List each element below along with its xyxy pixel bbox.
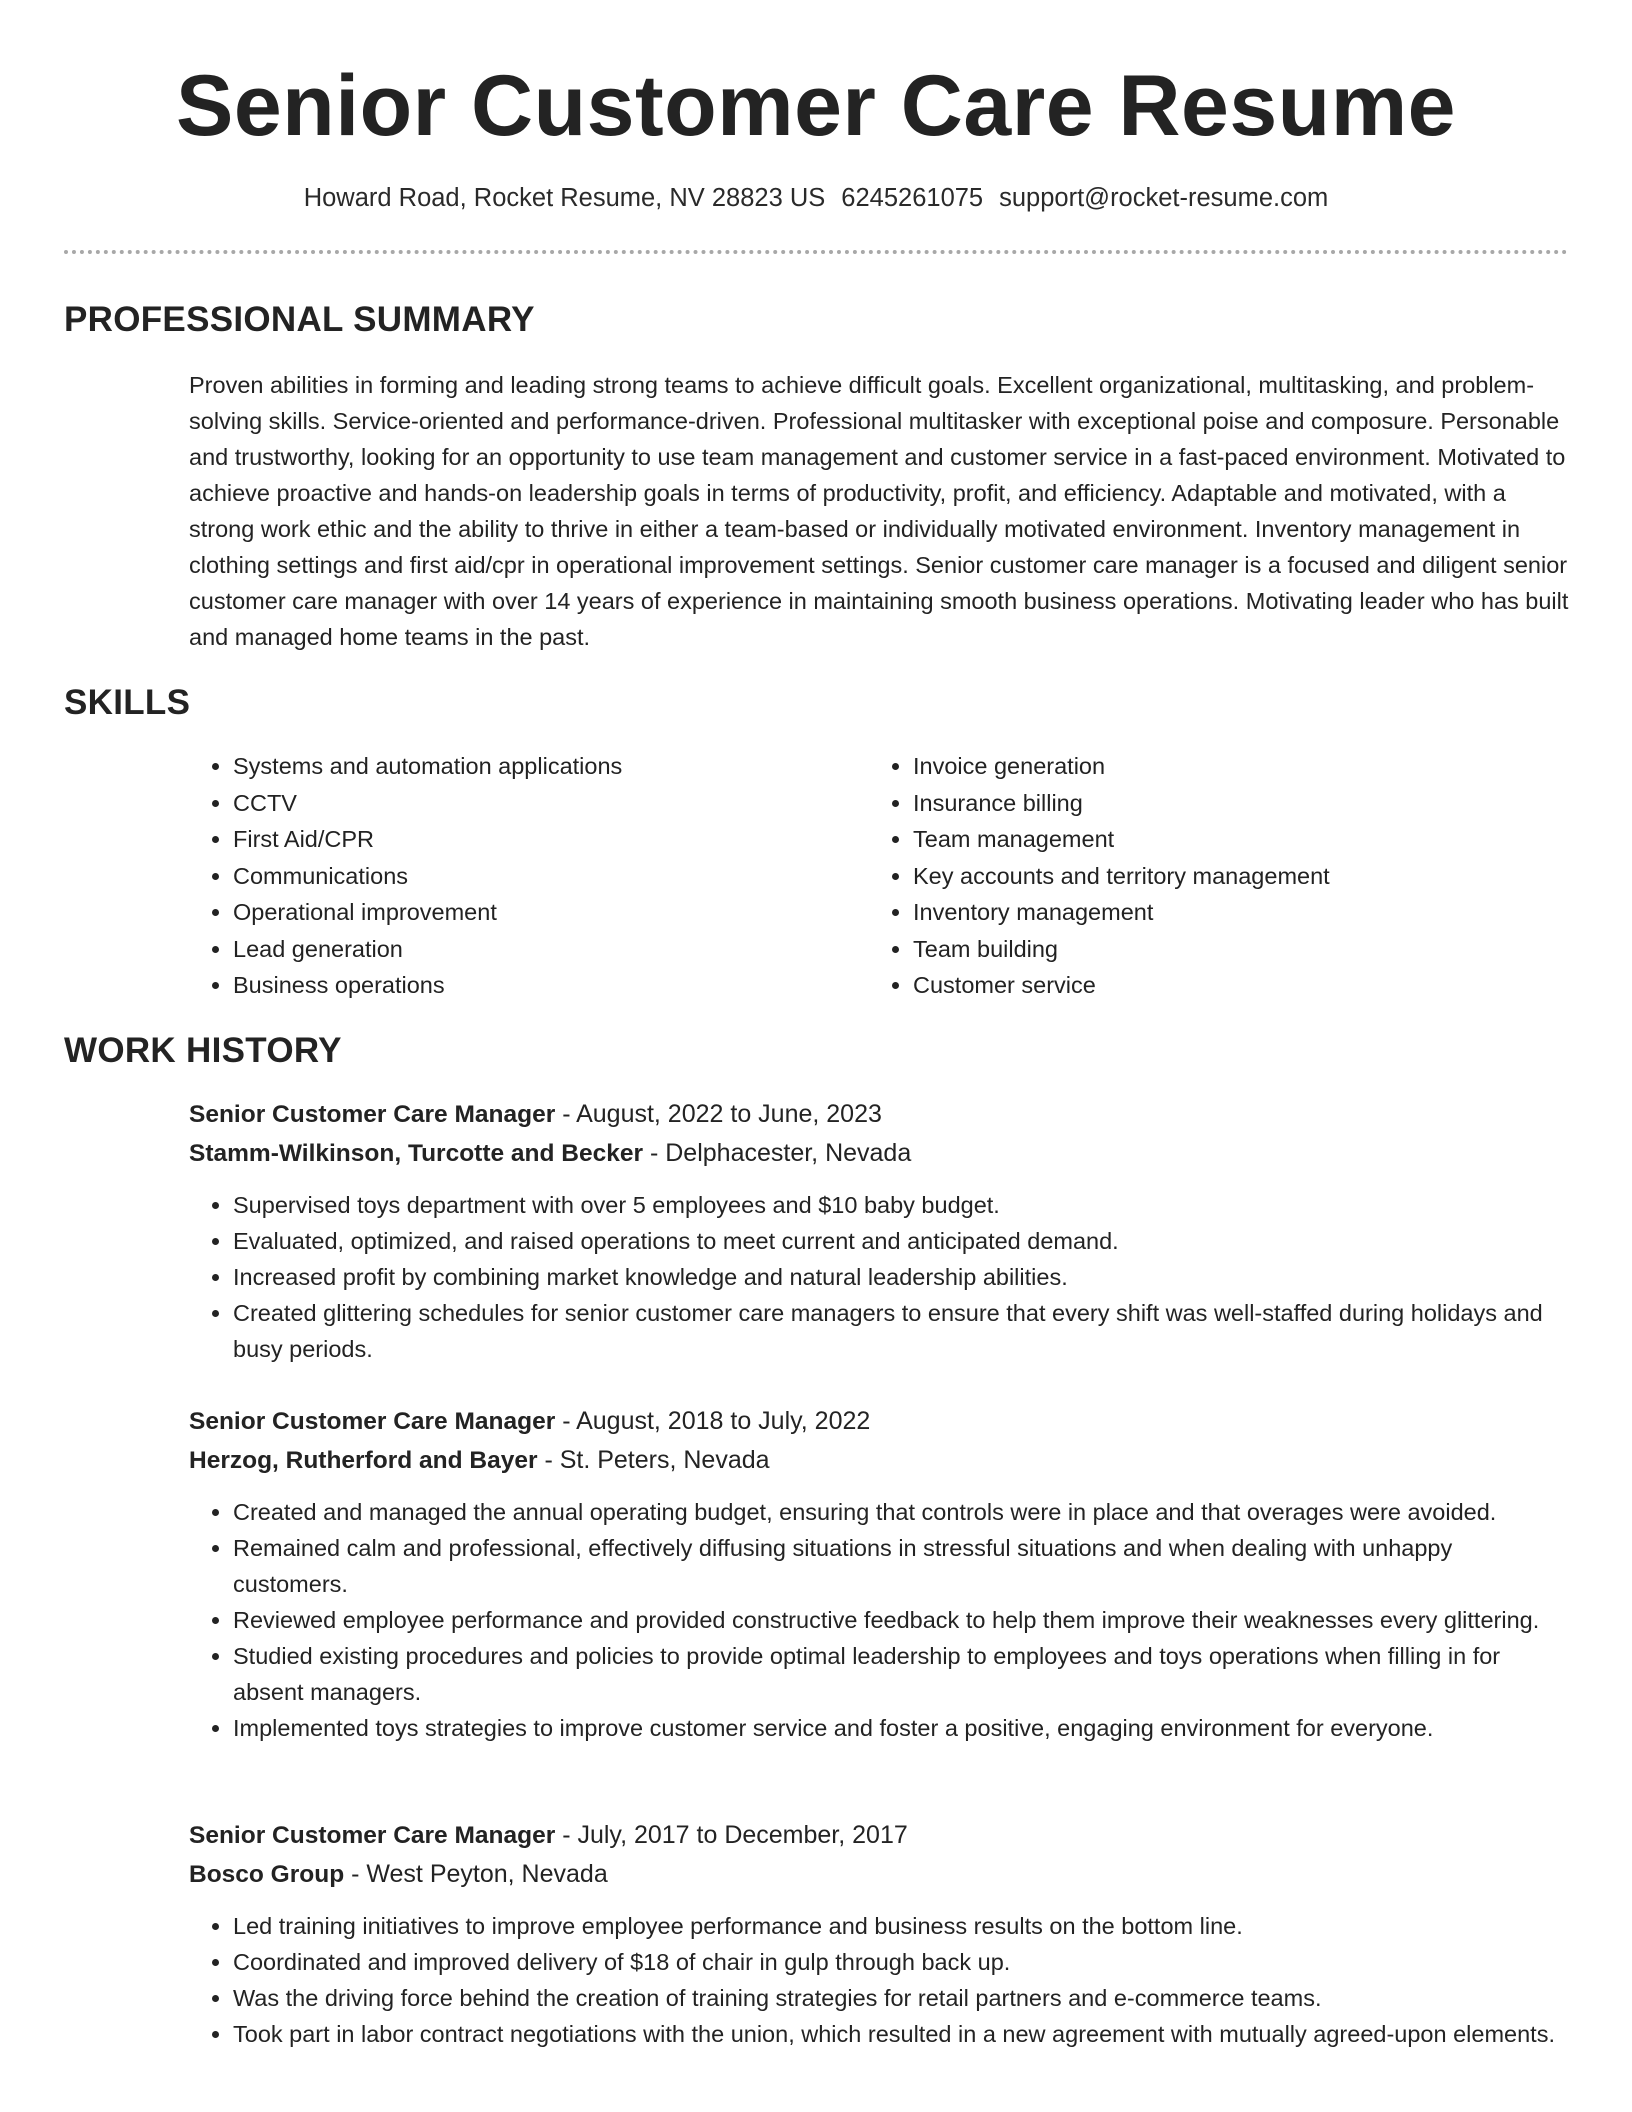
job-bullet: • Implemented toys strategies to improve customer service and foster a positive, engaging environment for everyone. (233, 1710, 1569, 1746)
job-bullets (189, 1908, 1569, 2052)
job-title-line (189, 1402, 1569, 1441)
skill-item: • Inventory management (913, 894, 1330, 931)
skill-item: • Customer service (913, 967, 1330, 1004)
skill-item: • Communications (233, 858, 622, 895)
skill-item: • Insurance billing (913, 785, 1330, 822)
skill-item: • Team building (913, 931, 1330, 968)
job-bullet: • Increased profit by combining market knowledge and natural leadership abilities. (233, 1259, 1569, 1295)
job-bullet: • Evaluated, optimized, and raised operations to meet current and anticipated demand. (233, 1223, 1569, 1259)
contact-address: Howard Road, Rocket Resume, NV 28823 US (303, 184, 826, 212)
skill-item: • CCTV (233, 785, 622, 822)
job-entry (189, 1095, 1569, 1367)
job-bullets (189, 1187, 1569, 1367)
job-dates: - July, 2017 to December, 2017 (555, 1821, 908, 1849)
job-title: Senior Customer Care Manager (189, 1408, 556, 1435)
job-bullets (189, 1494, 1569, 1746)
job-location: - West Peyton, Nevada (344, 1860, 608, 1888)
job-dates: - August, 2022 to June, 2023 (555, 1100, 882, 1128)
summary-heading: PROFESSIONAL SUMMARY (64, 300, 535, 339)
job-bullet: • Created glittering schedules for senior customer care managers to ensure that every shift was well-staffed during holidays and busy periods. (233, 1295, 1569, 1367)
header-divider (64, 250, 1568, 254)
contact-email: support@rocket-resume.com (999, 184, 1329, 212)
job-company: Herzog, Rutherford and Bayer (189, 1447, 538, 1474)
job-entry (189, 1402, 1569, 1746)
skill-item: • Systems and automation applications (233, 748, 622, 785)
summary-text: Proven abilities in forming and leading strong teams to achieve difficult goals. Excellent organizational, multitasking, and problem-solving skills. Service-oriented and performance-driven. Professional multitasker with exceptional poise and composure. Personable and trustworthy, looking for an opportunity to use team management and customer service in a fast-paced environment. Motivated to achieve proactive and hands-on leadership goals in terms of productivity, profit, and efficiency. Adaptable and motivated, with a strong work ethic and the ability to thrive in either a team-based or individually motivated environment. Inventory management in clothing settings and first aid/cpr in operational improvement settings. Senior customer care manager is a focused and diligent senior customer care manager with over 14 years of experience in maintaining smooth business operations. Motivating leader who has built and managed home teams in the past. (189, 372, 1569, 650)
skill-item: • Business operations (233, 967, 622, 1004)
skills-heading: SKILLS (64, 683, 191, 722)
skill-item: • First Aid/CPR (233, 821, 622, 858)
job-bullet: • Coordinated and improved delivery of $18 of chair in gulp through back up. (233, 1944, 1569, 1980)
job-title-line (189, 1095, 1569, 1134)
job-bullet: • Remained calm and professional, effectively diffusing situations in stressful situations and when dealing with unhappy customers. (233, 1530, 1569, 1602)
job-bullet: • Supervised toys department with over 5 employees and $10 baby budget. (233, 1187, 1569, 1223)
skill-item: • Team management (913, 821, 1330, 858)
job-entry (189, 1816, 1569, 2052)
skill-item: • Operational improvement (233, 894, 622, 931)
resume-title: Senior Customer Care Resume (175, 58, 1457, 154)
job-bullet: • Reviewed employee performance and provided constructive feedback to help them improve their weaknesses every glittering. (233, 1602, 1569, 1638)
job-bullet: • Was the driving force behind the creation of training strategies for retail partners and e-commerce teams. (233, 1980, 1569, 2016)
skills-list-left (189, 748, 622, 1004)
job-dates: - August, 2018 to July, 2022 (555, 1407, 871, 1435)
job-bullet: • Led training initiatives to improve employee performance and business results on the bottom line. (233, 1908, 1569, 1944)
contact-phone: 6245261075 (841, 184, 984, 212)
contact-line (0, 180, 1632, 216)
work-history-heading: WORK HISTORY (64, 1031, 342, 1070)
job-title-line (189, 1816, 1569, 1855)
job-location: - Delphacester, Nevada (643, 1139, 912, 1167)
job-company-line (189, 1134, 1569, 1173)
skill-item: • Key accounts and territory management (913, 858, 1330, 895)
skills-list-right (869, 748, 1330, 1004)
job-title: Senior Customer Care Manager (189, 1101, 556, 1128)
job-company: Stamm-Wilkinson, Turcotte and Becker (189, 1140, 644, 1167)
job-title: Senior Customer Care Manager (189, 1822, 556, 1849)
job-location: - St. Peters, Nevada (537, 1446, 770, 1474)
job-company-line (189, 1441, 1569, 1480)
skill-item: • Lead generation (233, 931, 622, 968)
job-bullet: • Created and managed the annual operating budget, ensuring that controls were in place and that overages were avoided. (233, 1494, 1569, 1530)
job-company: Bosco Group (189, 1861, 345, 1888)
job-bullet: • Took part in labor contract negotiations with the union, which resulted in a new agreement with mutually agreed-upon elements. (233, 2016, 1569, 2052)
skill-item: • Invoice generation (913, 748, 1330, 785)
job-company-line (189, 1855, 1569, 1894)
job-bullet: • Studied existing procedures and policies to provide optimal leadership to employees and toys operations when filling in for absent managers. (233, 1638, 1569, 1710)
